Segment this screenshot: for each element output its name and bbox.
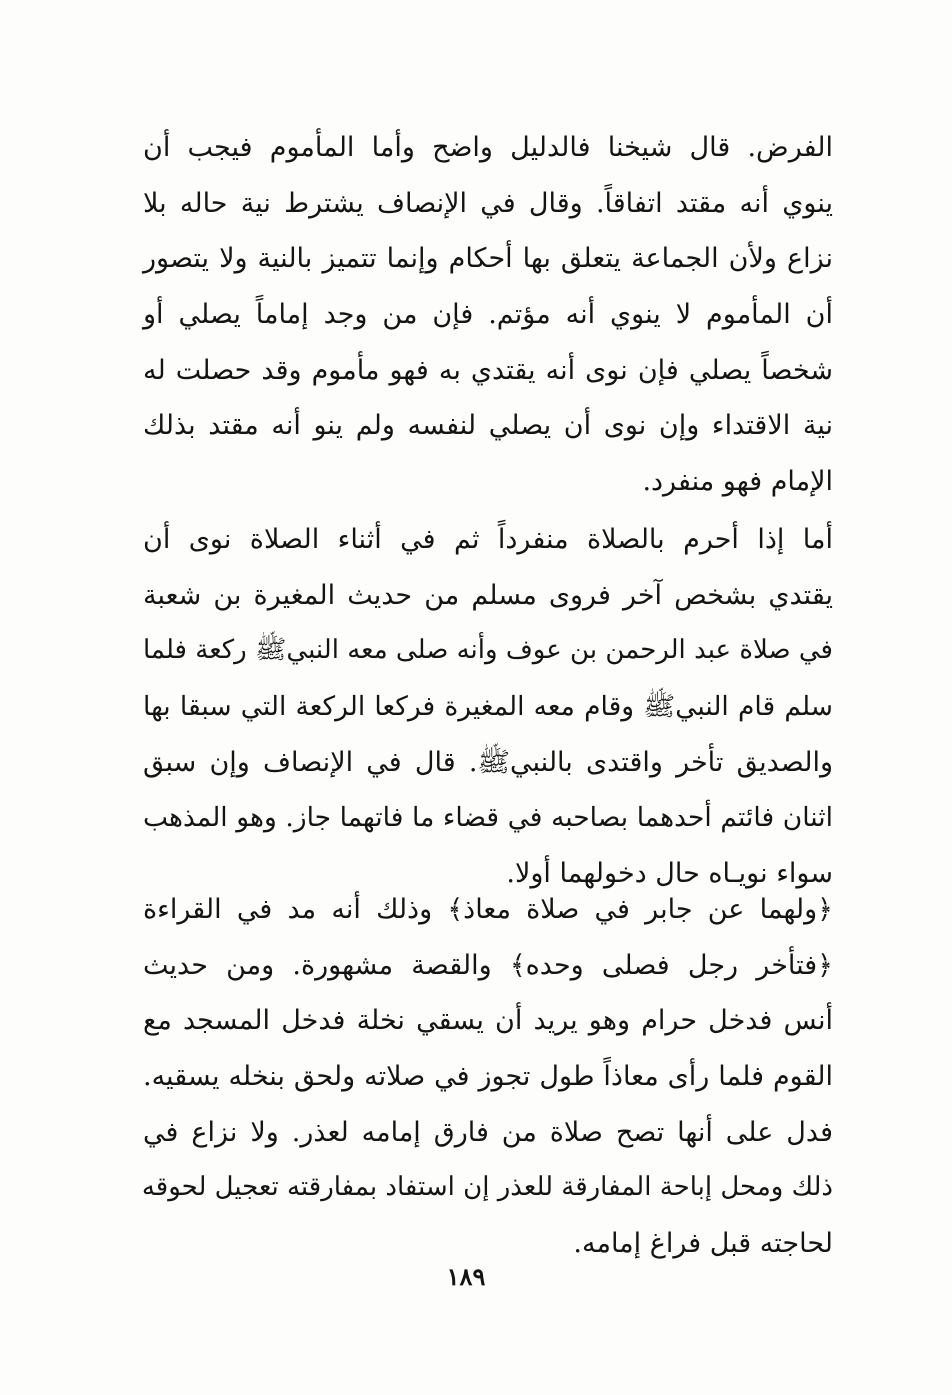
paragraph-2 xyxy=(143,512,833,902)
text-line: فدل على أنها تصح صلاة من فارق إمامه لعذر. ولا نزاع في xyxy=(143,1116,833,1148)
text-line: الإمام فهو منفرد. xyxy=(642,466,833,498)
text-line: والصديق تأخر واقتدى بالنبيﷺ. قال في الإنصاف وإن سبق xyxy=(143,746,833,778)
text-line: القوم فلما رأى معاذاً طول تجوز في صلاته ولحق بنخله يسقيه. xyxy=(143,1061,833,1093)
text-line: أنس فدخل حرام وهو يريد أن يسقي نخلة فدخل المسجد مع xyxy=(143,1005,833,1037)
text-line: الفرض. قال شيخنا فالدليل واضح وأما المأموم فيجب أن xyxy=(143,132,833,163)
paragraph-1 xyxy=(143,120,833,510)
paragraph-3 xyxy=(143,882,833,1272)
text-line: سلم قام النبيﷺ وقام معه المغيرة فركعا الركعة التي سبقا بها xyxy=(143,691,833,723)
text-line: لحاجته قبل فراغ إمامه. xyxy=(573,1228,833,1260)
text-line: يقتدي بشخص آخر فروى مسلم من حديث المغيرة بن شعبة xyxy=(143,579,833,611)
text-line: شخصاً يصلي فإن نوى أنه يقتدي به فهو مأموم وقد حصلت له xyxy=(143,354,833,386)
text-line: سواء نويـاه حال دخولهما أولا. xyxy=(506,858,833,890)
text-line: في صلاة عبد الرحمن بن عوف وأنه صلى معه النبيﷺ ركعة فلما xyxy=(143,635,833,666)
text-line: ينوي أنه مقتد اتفاقاً. وقال في الإنصاف يشترط نية حاله بلا xyxy=(143,187,833,219)
text-line: نية الاقتداء وإن نوى أن يصلي لنفسه ولم ينو أنه مقتد بذلك xyxy=(143,410,833,442)
text-line: ﴿فتأخر رجل فصلى وحده﴾ والقصة مشهورة. ومن حديث xyxy=(143,949,833,981)
text-line: أما إذا أحرم بالصلاة منفرداً ثم في أثناء الصلاة نوى أن xyxy=(143,524,833,555)
text-line: اثنان فائتم أحدهما بصاحبه في قضاء ما فاتهما جاز. وهو المذهب xyxy=(143,802,833,834)
text-line: نزاع ولأن الجماعة يتعلق بها أحكام وإنما تتميز بالنية ولا يتصور xyxy=(143,243,833,275)
page-number: ١٨٩ xyxy=(446,1262,486,1291)
text-line: ﴿ولهما عن جابر في صلاة معاذ﴾ وذلك أنه مد في القراءة xyxy=(143,894,833,925)
text-line: ذلك ومحل إباحة المفارقة للعذر إن استفاد بمفارقته تعجيل لحوقه xyxy=(141,1172,833,1203)
text-line: أن المأموم لا ينوي أنه مؤتم. فإن من وجد إماماً يصلي أو xyxy=(143,299,833,331)
